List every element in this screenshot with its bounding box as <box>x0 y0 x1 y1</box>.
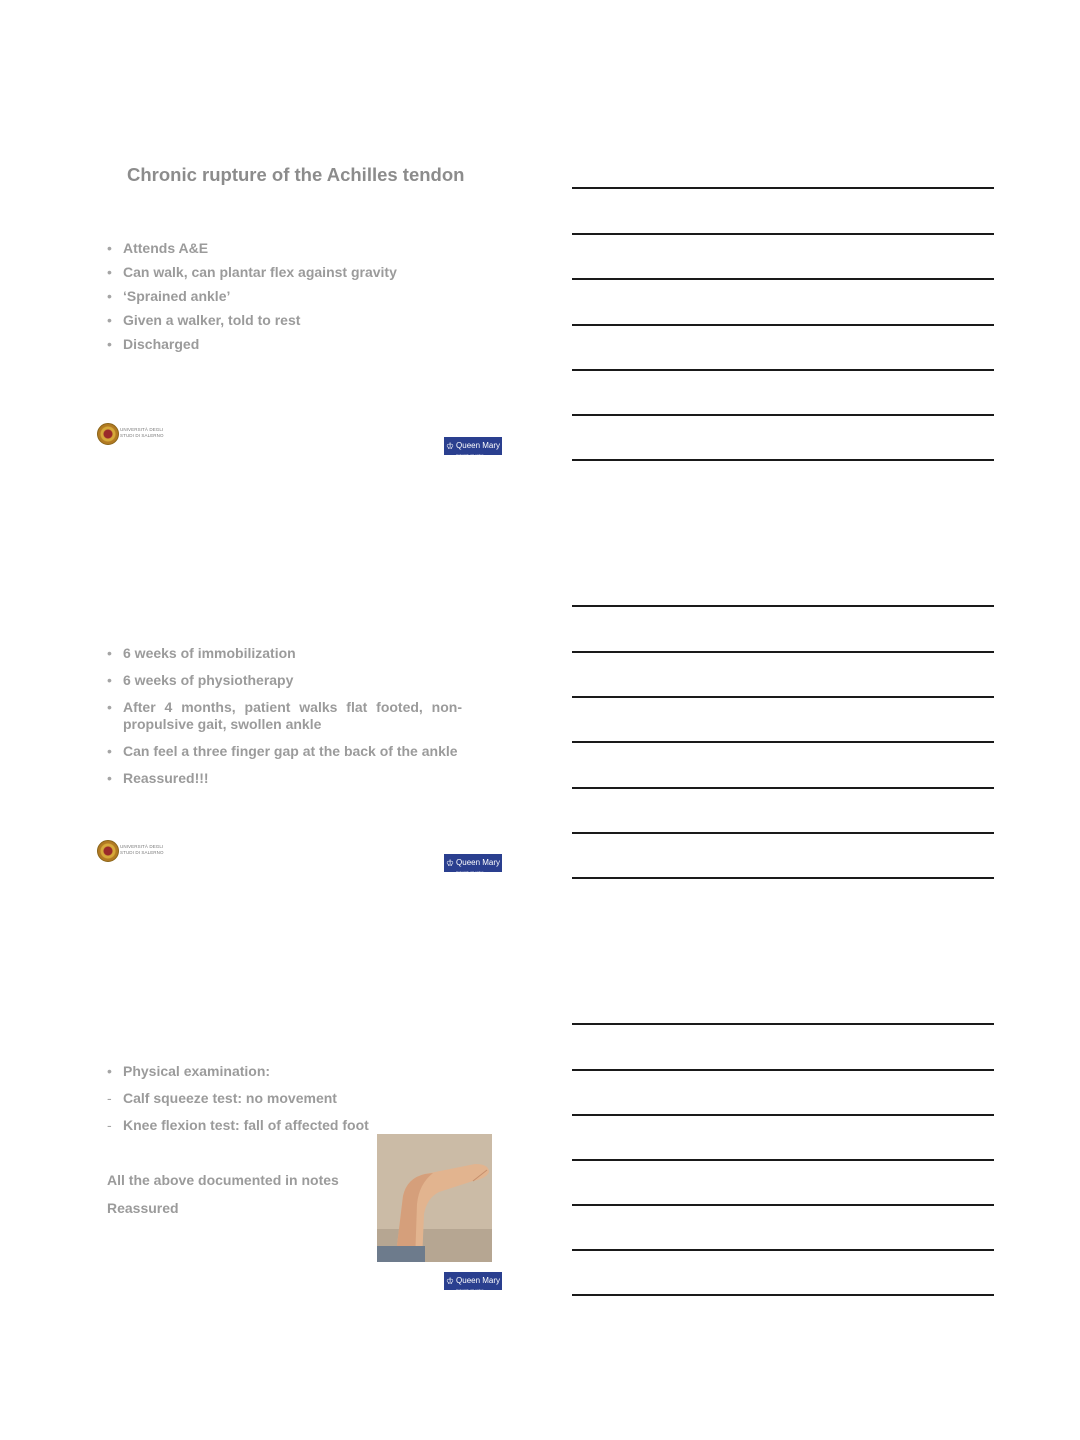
list-item: • 6 weeks of immobilization <box>107 645 296 661</box>
note-line <box>572 696 994 698</box>
crown-icon: ♔ <box>445 1275 455 1286</box>
list-item: • Discharged <box>107 336 200 352</box>
note-line <box>572 233 994 235</box>
note-line <box>572 1023 994 1025</box>
bullet-marker: • <box>107 743 112 759</box>
list-item: • Can feel a three finger gap at the back of the ankle <box>107 743 458 759</box>
bullet-marker: • <box>107 672 112 688</box>
university-seal-icon <box>97 840 119 862</box>
list-item: • Physical examination: <box>107 1063 271 1079</box>
slide-1-bullet-list <box>107 240 462 353</box>
note-line <box>572 877 994 879</box>
university-seal-icon <box>97 423 119 445</box>
bullet-marker: • <box>107 264 112 280</box>
note-line <box>572 369 994 371</box>
note-line <box>572 1294 994 1296</box>
note-line <box>572 324 994 326</box>
note-line <box>572 1249 994 1251</box>
note-line <box>572 459 994 461</box>
bullet-marker: • <box>107 645 112 661</box>
slide-3-note: Reassured <box>107 1200 179 1216</box>
slide-3-bullet-list <box>107 1063 462 1134</box>
queen-mary-logo: ♔ Queen Mary University of London <box>444 854 502 872</box>
note-line <box>572 1204 994 1206</box>
note-line <box>572 787 994 789</box>
dash-marker: - <box>107 1117 112 1133</box>
note-line <box>572 832 994 834</box>
dash-marker: - <box>107 1090 112 1106</box>
list-item: • Given a walker, told to rest <box>107 312 301 328</box>
bullet-marker: • <box>107 336 112 352</box>
list-item: • Reassured!!! <box>107 770 209 786</box>
queen-mary-logo: ♔ Queen Mary University of London <box>444 1272 502 1290</box>
note-line <box>572 414 994 416</box>
slide-1-title: Chronic rupture of the Achilles tendon <box>127 164 465 185</box>
list-item: • 6 weeks of physiotherapy <box>107 672 294 688</box>
bullet-marker: • <box>107 312 112 328</box>
list-item: • Attends A&E <box>107 240 209 256</box>
note-line <box>572 1069 994 1071</box>
list-item: - Calf squeeze test: no movement <box>107 1090 337 1106</box>
knee-flexion-test-photo <box>377 1134 492 1262</box>
salerno-logo-text: UNIVERSITÀ DEGLI STUDI DI SALERNO <box>120 844 164 855</box>
list-item: • Can walk, can plantar flex against gravity <box>107 264 397 280</box>
note-line <box>572 1114 994 1116</box>
bullet-marker: • <box>107 240 112 256</box>
list-item: - Knee flexion test: fall of affected foot <box>107 1117 369 1133</box>
list-item: • ‘Sprained ankle’ <box>107 288 231 304</box>
bullet-marker: • <box>107 770 112 786</box>
queen-mary-logo: ♔ Queen Mary University of London <box>444 437 502 455</box>
crown-icon: ♔ <box>445 857 455 868</box>
note-line <box>572 651 994 653</box>
bullet-marker: • <box>107 288 112 304</box>
salerno-logo-text: UNIVERSITÀ DEGLI STUDI DI SALERNO <box>120 427 164 438</box>
crown-icon: ♔ <box>445 440 455 451</box>
note-line <box>572 1159 994 1161</box>
note-line <box>572 278 994 280</box>
list-item: • After 4 months, patient walks flat footed, non-propulsive gait, swollen ankle <box>107 699 462 732</box>
note-line <box>572 605 994 607</box>
note-line <box>572 741 994 743</box>
note-line <box>572 187 994 189</box>
slide-2-bullet-list <box>107 645 462 787</box>
slide-3-note: All the above documented in notes <box>107 1172 339 1188</box>
foot-photo-illustration <box>377 1134 492 1262</box>
bullet-marker: • <box>107 699 112 715</box>
bullet-marker: • <box>107 1063 112 1079</box>
